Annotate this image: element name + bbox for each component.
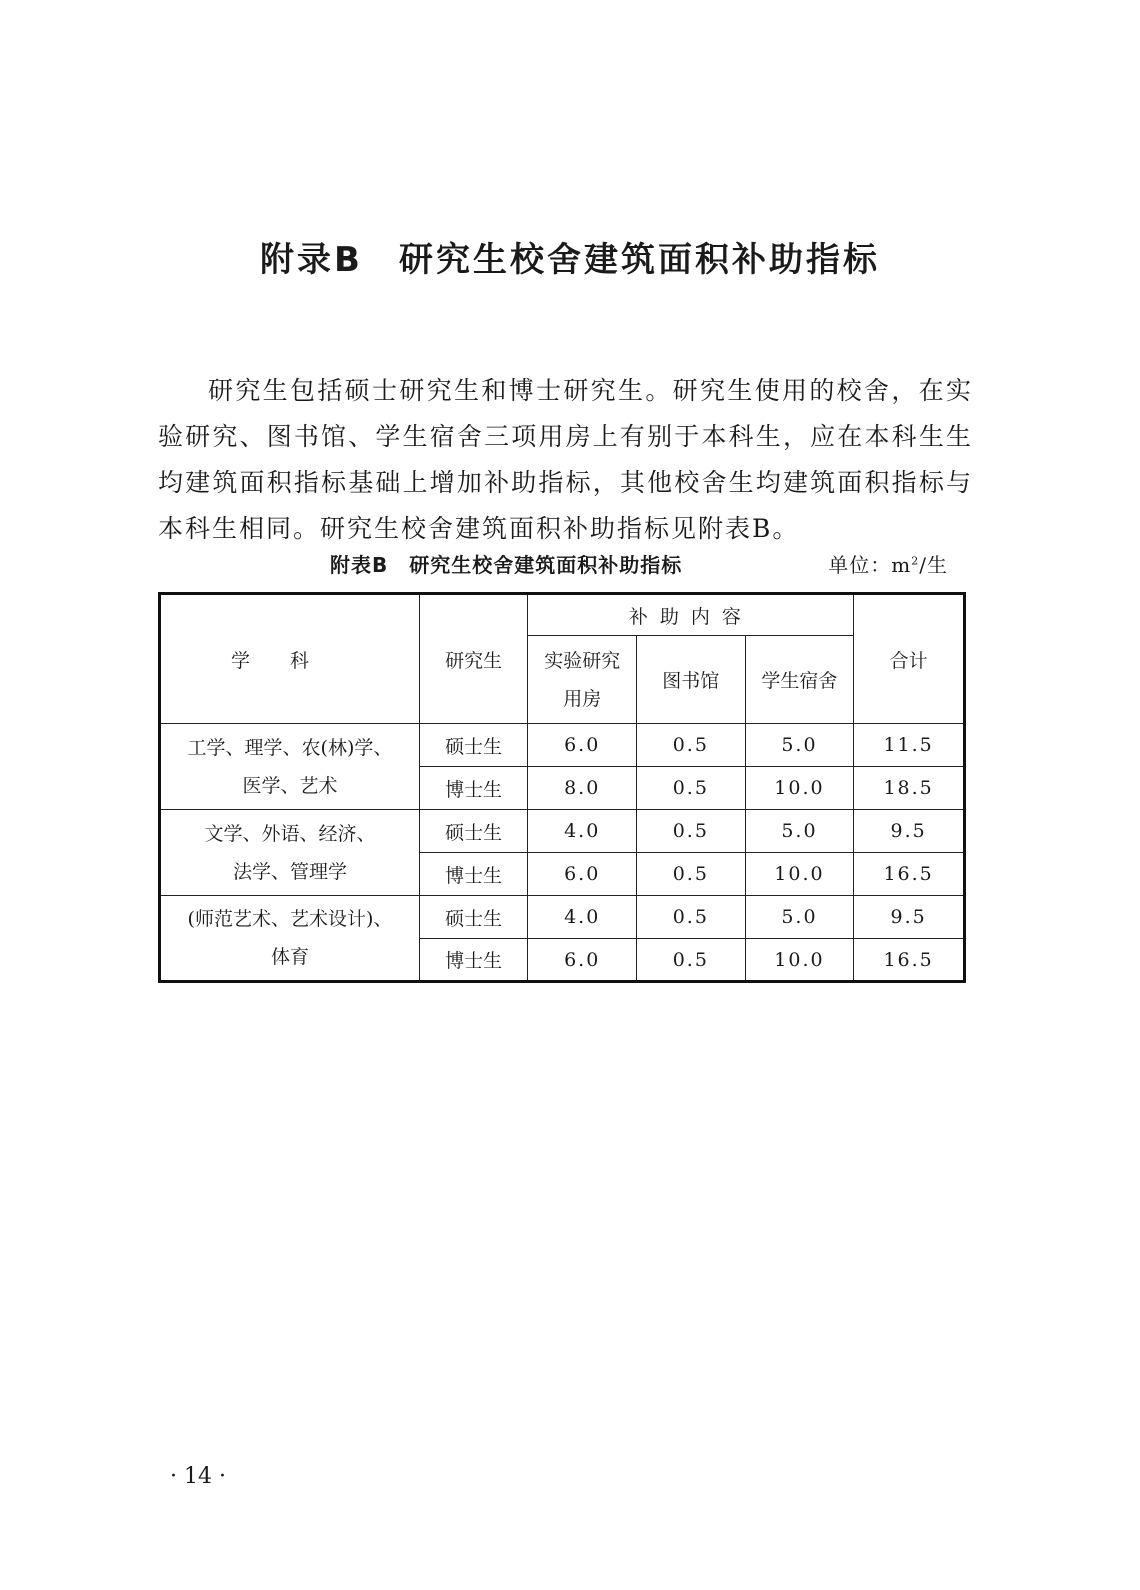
student-type-cell: 硕士生 — [419, 724, 528, 767]
table-row — [160, 810, 965, 853]
lab-value-cell: 6.0 — [528, 724, 637, 767]
library-value-cell: 0.5 — [637, 896, 746, 939]
header-subject: 学科 — [160, 594, 420, 724]
lab-value-cell: 4.0 — [528, 896, 637, 939]
header-student: 研究生 — [419, 594, 528, 724]
header-lab-line2: 用房 — [563, 687, 602, 710]
table-row — [160, 896, 965, 939]
lab-value-cell: 6.0 — [528, 939, 637, 982]
page-title — [0, 232, 1140, 281]
table-unit-sup: 2 — [911, 554, 920, 568]
total-value-cell: 18.5 — [854, 767, 965, 810]
lab-value-cell: 8.0 — [528, 767, 637, 810]
body-text — [158, 368, 973, 552]
total-value-cell: 9.5 — [854, 896, 965, 939]
appendix-label: 附录B — [260, 240, 363, 280]
lab-value-cell: 6.0 — [528, 853, 637, 896]
total-value-cell: 11.5 — [854, 724, 965, 767]
subject-line: 体育 — [270, 946, 309, 968]
lab-value-cell: 4.0 — [528, 810, 637, 853]
header-subsidy-group: 补助内容 — [528, 594, 854, 636]
subject-cell — [160, 724, 420, 810]
dorm-value-cell: 10.0 — [745, 767, 854, 810]
dorm-value-cell: 5.0 — [745, 724, 854, 767]
student-type-cell: 硕士生 — [419, 896, 528, 939]
table-unit-suffix: /生 — [919, 553, 948, 577]
library-value-cell: 0.5 — [637, 939, 746, 982]
table-unit-prefix: 单位：m — [828, 553, 912, 577]
header-lab-line1: 实验研究 — [544, 649, 621, 672]
table-row — [160, 724, 965, 767]
library-value-cell: 0.5 — [637, 810, 746, 853]
subject-line: 文学、外语、经济、 — [204, 822, 376, 845]
subject-line: 医学、艺术 — [242, 774, 338, 797]
header-library: 图书馆 — [637, 636, 746, 724]
header-dorm: 学生宿舍 — [745, 636, 854, 724]
total-value-cell: 16.5 — [854, 939, 965, 982]
student-type-cell: 博士生 — [419, 853, 528, 896]
dorm-value-cell: 10.0 — [745, 853, 854, 896]
table-header-row — [160, 594, 965, 636]
table-caption — [158, 549, 948, 581]
library-value-cell: 0.5 — [637, 767, 746, 810]
page-number: · 14 · — [170, 1464, 226, 1489]
library-value-cell: 0.5 — [637, 724, 746, 767]
header-lab — [528, 636, 637, 724]
table-caption-title: 附表B 研究生校舍建筑面积补助指标 — [330, 553, 683, 577]
header-total: 合计 — [854, 594, 965, 724]
subject-line: 工学、理学、农(林)学、 — [187, 736, 393, 759]
intro-paragraph: 研究生包括硕士研究生和博士研究生。研究生使用的校舍，在实验研究、图书馆、学生宿舍三项用房上有别于本科生，应在本科生生均建筑面积指标基础上增加补助指标，其他校舍生均建筑面积指标与本科生相同。研究生校舍建筑面积补助指标见附表B。 — [158, 376, 973, 543]
appendix-title-text: 研究生校舍建筑面积补助指标 — [398, 240, 880, 280]
subject-line: 法学、管理学 — [232, 860, 347, 883]
subsidy-table — [158, 592, 966, 983]
total-value-cell: 16.5 — [854, 853, 965, 896]
total-value-cell: 9.5 — [854, 810, 965, 853]
student-type-cell: 博士生 — [419, 939, 528, 982]
library-value-cell: 0.5 — [637, 853, 746, 896]
dorm-value-cell: 5.0 — [745, 810, 854, 853]
subject-line: (师范艺术、艺术设计)、 — [187, 908, 393, 930]
table-unit — [828, 549, 948, 578]
student-type-cell: 硕士生 — [419, 810, 528, 853]
subject-cell — [160, 810, 420, 896]
subject-cell — [160, 896, 420, 982]
student-type-cell: 博士生 — [419, 767, 528, 810]
dorm-value-cell: 10.0 — [745, 939, 854, 982]
dorm-value-cell: 5.0 — [745, 896, 854, 939]
